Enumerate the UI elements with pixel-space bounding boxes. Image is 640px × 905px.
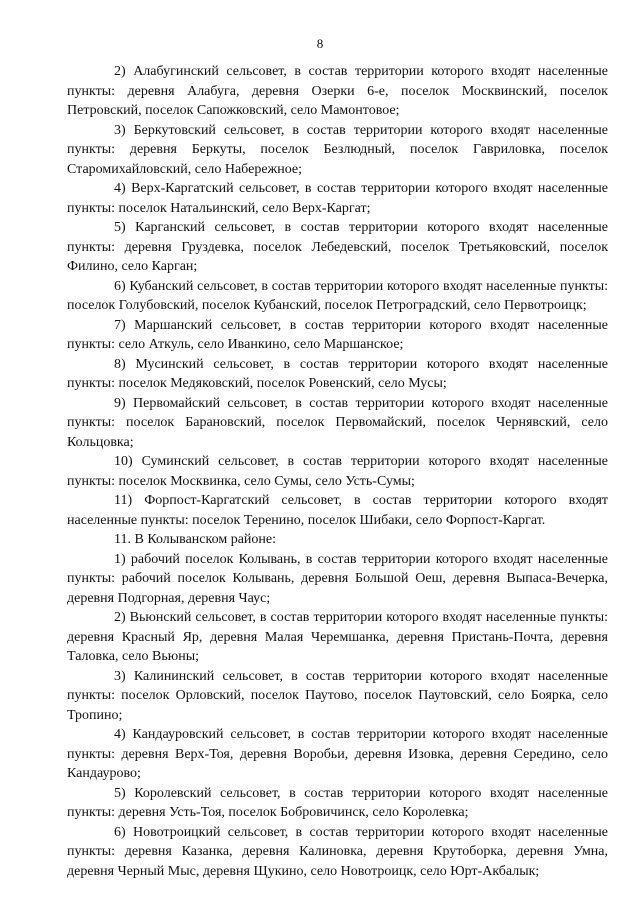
paragraph: 4) Кандауровский сельсовет, в состав территории которого входят населенные пункты: деревня Верх-Тоя, деревня Воробьи, деревня Изовка, деревня Середино, село Кандаурово; (67, 727, 608, 781)
page-number: 8 (316, 36, 324, 51)
paragraph: 6) Кубанский сельсовет, в состав территории которого входят населенные пункты: поселок Голубовский, поселок Кубанский, поселок Петроградский, село Первотроицк; (67, 278, 608, 313)
paragraph: 11) Форпост-Каргатский сельсовет, в состав территории которого входят населенные пункты: поселок Теренино, поселок Шибаки, село Форпост-Каргат. (67, 493, 608, 528)
document-body (67, 62, 608, 881)
paragraph: 8) Мусинский сельсовет, в состав территории которого входят населенные пункты: поселок Медяковский, поселок Ровенский, село Мусы; (67, 356, 608, 391)
section-heading: 11. В Колыванском районе: (114, 532, 276, 547)
paragraph: 5) Карганский сельсовет, в состав территории которого входят населенные пункты: деревня Груздевка, поселок Лебедевский, поселок Третьяковский, поселок Филино, село Карган; (67, 220, 608, 274)
paragraph: 6) Новотроицкий сельсовет, в состав территории которого входят населенные пункты: деревня Казанка, деревня Калиновка, деревня Крутоборка, деревня Умна, деревня Черный Мыс, деревня Щукино, село Новотроицк, село Юрт-Акбалык; (67, 824, 608, 879)
paragraph: 1) рабочий поселок Колывань, в состав территории которого входят населенные пункты: рабочий поселок Колывань, деревня Большой Оеш, деревня Выпаса-Вечерка, деревня Подгорная, деревня Чаус; (67, 551, 608, 606)
paragraph: 5) Королевский сельсовет, в состав территории которого входят населенные пункты: деревня Усть-Тоя, поселок Бобровичинск, село Королевка; (67, 785, 608, 820)
paragraph: 10) Суминский сельсовет, в состав территории которого входят населенные пункты: поселок Москвинка, село Сумы, село Усть-Сумы; (67, 454, 608, 489)
paragraph: 9) Первомайский сельсовет, в состав территории которого входят населенные пункты: поселок Барановский, поселок Первомайский, поселок Чернявский, село Кольцовка; (67, 395, 608, 450)
paragraph: 7) Маршанский сельсовет, в состав территории которого входят населенные пункты: село Аткуль, село Иванкино, село Маршанское; (67, 317, 608, 352)
paragraph: 2) Вьюнский сельсовет, в состав территории которого входят населенные пункты: деревня Красный Яр, деревня Малая Черемшанка, деревня Пристань-Почта, деревня Таловка, село Вьюны; (67, 610, 608, 664)
paragraph: 3) Калининский сельсовет, в состав территории которого входят населенные пункты: поселок Орловский, поселок Паутово, поселок Паутовский, село Боярка, село Тропино; (67, 668, 608, 723)
paragraph: 3) Беркутовский сельсовет, в состав территории которого входят населенные пункты: деревня Беркуты, поселок Безлюдный, поселок Гавриловка, поселок Старомихайловский, село Набережное; (67, 122, 608, 177)
paragraph: 2) Алабугинский сельсовет, в состав территории которого входят населенные пункты: деревня Алабуга, деревня Озерки 6-е, поселок Москвинский, поселок Петровский, поселок Сапожковский, село Мамонтовое; (67, 64, 608, 118)
paragraph: 4) Верх-Каргатский сельсовет, в состав территории которого входят населенные пункты: поселок Натальинский, село Верх-Каргат; (67, 181, 608, 216)
